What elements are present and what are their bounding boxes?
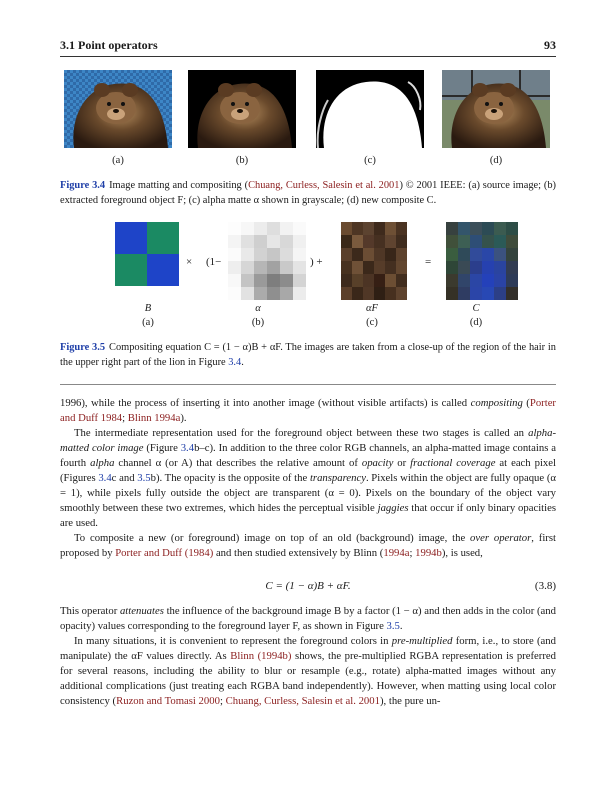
pixel-cell <box>241 274 254 287</box>
pixel-cell <box>254 261 267 274</box>
text-run: that occur if only binary opacities are used. <box>60 502 557 529</box>
pixel-cell <box>363 235 374 248</box>
caption-text: . <box>241 357 244 368</box>
figure-3-5-alpha-matte <box>228 222 306 300</box>
pixel-cell <box>341 235 352 248</box>
caption-text: Image matting and compositing ( <box>109 180 249 191</box>
pixel-cell <box>506 248 518 261</box>
text-run: the influence of the background image B by a factor (1 − α) and then adds in the color (and opacity) values corresponding to the foreground layer F, as shown in Figure <box>60 605 556 632</box>
pixel-cell <box>254 274 267 287</box>
emphasis-term: compositing <box>470 397 523 409</box>
pixel-cell <box>352 248 363 261</box>
paragraph <box>60 426 556 531</box>
text-run: form, i.e., to store (and manipulate) the αF values directly. As <box>60 635 556 662</box>
figure-3-5-label: Figure 3.5 <box>60 342 106 353</box>
pixel-cell <box>254 248 267 261</box>
pixel-cell <box>363 248 374 261</box>
text-run: ), is used, <box>441 547 483 559</box>
pixel-cell <box>374 274 385 287</box>
text-run: (Figure <box>143 442 181 454</box>
pixel-cell <box>374 261 385 274</box>
pixel-cell <box>506 274 518 287</box>
pixel-cell <box>280 235 293 248</box>
pixel-cell <box>115 254 147 286</box>
pixel-cell <box>374 222 385 235</box>
pixel-cell <box>341 287 352 300</box>
pixel-cell <box>482 274 494 287</box>
citation-link[interactable]: Porter and Duff (1984) <box>115 547 214 559</box>
pixel-cell <box>363 287 374 300</box>
citation-link[interactable]: 1994b <box>415 547 442 559</box>
pixel-cell <box>341 261 352 274</box>
text-run: ; <box>122 412 128 424</box>
caption-text: Compositing equation C = (1 − α)B + αF. The images are taken from a close-up of the region of the hair in the upper right part of the lion in Figure <box>60 342 556 368</box>
pixel-cell <box>385 261 396 274</box>
citation-link[interactable]: Blinn (1994b) <box>230 650 292 662</box>
pixel-cell <box>494 261 506 274</box>
figure-ref-link[interactable]: 3.4 <box>98 472 112 484</box>
emphasis-term: alpha <box>90 457 115 469</box>
pixel-cell <box>352 274 363 287</box>
pixel-cell <box>446 287 458 300</box>
equation-3-8 <box>60 580 556 596</box>
pixel-cell <box>385 287 396 300</box>
figure-ref-link[interactable]: 3.5 <box>386 620 400 632</box>
pixel-cell <box>228 261 241 274</box>
pixel-cell <box>396 222 407 235</box>
pixel-cell <box>352 222 363 235</box>
emphasis-term: over operator <box>470 532 532 544</box>
paragraph <box>60 531 556 561</box>
pixel-cell <box>115 222 147 254</box>
text-run: To composite a new (or foreground) image on top of an old (background) image, the <box>74 532 471 544</box>
pixel-cell <box>254 235 267 248</box>
figure-3-5-label-a: (a) <box>142 317 154 328</box>
pixel-cell <box>293 261 306 274</box>
pixel-cell <box>352 235 363 248</box>
pixel-cell <box>385 222 396 235</box>
figure-3-4-label-a: (a) <box>112 155 124 166</box>
text-run: ). <box>180 412 187 424</box>
figure-3-5-label-d: (d) <box>469 317 483 328</box>
text-run: at each pixel (Figures <box>60 457 556 484</box>
figure-3-5-label-b: (b) <box>251 317 265 328</box>
emphasis-term: opacity <box>361 457 394 469</box>
text-run: channel α (or A) that describes the relative amount of <box>114 457 362 469</box>
pixel-cell <box>446 222 458 235</box>
one-minus-operator: (1− <box>206 256 222 268</box>
pixel-cell <box>470 261 482 274</box>
pixel-cell <box>458 248 470 261</box>
pixel-cell <box>267 287 280 300</box>
pixel-cell <box>147 222 179 254</box>
pixel-cell <box>506 287 518 300</box>
pixel-cell <box>470 248 482 261</box>
pixel-cell <box>396 248 407 261</box>
pixel-cell <box>241 248 254 261</box>
figure-3-4-panel-a-source-image <box>64 70 172 148</box>
pixel-cell <box>267 222 280 235</box>
figure-3-4-panel-d-new-composite <box>442 70 550 148</box>
emphasis-term: pre-multiplied <box>391 635 453 647</box>
pixel-cell <box>482 248 494 261</box>
emphasis-term: transparency <box>309 472 366 484</box>
pixel-cell <box>494 235 506 248</box>
pixel-cell <box>267 274 280 287</box>
pixel-cell <box>385 235 396 248</box>
pixel-cell <box>241 222 254 235</box>
symbol-alpha: α <box>255 303 261 314</box>
pixel-cell <box>385 248 396 261</box>
pixel-cell <box>267 261 280 274</box>
pixel-cell <box>482 261 494 274</box>
text-run: , first proposed by <box>60 532 556 559</box>
pixel-cell <box>228 287 241 300</box>
pixel-cell <box>267 248 280 261</box>
pixel-cell <box>280 274 293 287</box>
emphasis-term: alpha-matted color image <box>60 427 556 454</box>
pixel-cell <box>470 222 482 235</box>
pixel-cell <box>363 274 374 287</box>
pixel-cell <box>494 222 506 235</box>
figure-3-4-caption <box>60 178 556 208</box>
caption-separator-rule <box>60 384 556 385</box>
pixel-cell <box>494 248 506 261</box>
citation-link[interactable]: Blinn 1994a <box>127 412 181 424</box>
pixel-cell <box>228 274 241 287</box>
pixel-cell <box>241 261 254 274</box>
pixel-cell <box>470 274 482 287</box>
text-run: ( <box>522 397 530 409</box>
pixel-cell <box>363 222 374 235</box>
text-run: b–c). In addition to the three color RGB channels, an alpha-matted image contains a fourth <box>60 442 556 469</box>
text-run: The intermediate representation used for the foreground object between these two stages is called an <box>74 427 529 439</box>
text-run: In many situations, it is convenient to represent the foreground colors in <box>74 635 392 647</box>
paragraph <box>60 396 556 426</box>
close-plus-operator: ) + <box>310 256 323 268</box>
figure-3-4-label-d: (d) <box>489 155 503 166</box>
pixel-cell <box>352 261 363 274</box>
pixel-cell <box>374 287 385 300</box>
text-run: shows, the pre-multiplied RGBA representation is preferred for several reasons, including the ability to blur or resample (e.g., rotate) alpha-matted images without any additional complications (just treating each RGBA band independently). However, when matting using local color consistency ( <box>60 650 556 707</box>
pixel-cell <box>374 235 385 248</box>
symbol-B: B <box>144 303 152 314</box>
pixel-cell <box>506 235 518 248</box>
pixel-cell <box>293 248 306 261</box>
citation-link[interactable]: Chuang, Curless, Salesin et al. 2001 <box>248 180 400 191</box>
pixel-cell <box>293 222 306 235</box>
pixel-cell <box>458 287 470 300</box>
pixel-cell <box>254 222 267 235</box>
pixel-cell <box>494 287 506 300</box>
pixel-cell <box>482 235 494 248</box>
pixel-cell <box>241 287 254 300</box>
emphasis-term: fractional coverage <box>410 457 496 469</box>
pixel-cell <box>341 274 352 287</box>
page-number: 93 <box>544 38 556 52</box>
pixel-cell <box>458 235 470 248</box>
pixel-cell <box>341 248 352 261</box>
text-run: ; <box>409 547 416 559</box>
pixel-cell <box>506 222 518 235</box>
pixel-cell <box>385 274 396 287</box>
pixel-cell <box>147 254 179 286</box>
caption-text: ) © 2001 IEEE: (a) source image; (b) extracted foreground object F; (c) alpha matte α shown in grayscale; (d) new composite C. <box>60 180 556 206</box>
pixel-cell <box>446 248 458 261</box>
pixel-cell <box>280 222 293 235</box>
pixel-cell <box>363 261 374 274</box>
pixel-cell <box>396 287 407 300</box>
pixel-cell <box>470 235 482 248</box>
figure-3-5-background-B <box>115 222 179 286</box>
pixel-cell <box>396 235 407 248</box>
figure-3-5-caption <box>60 340 556 370</box>
pixel-cell <box>293 274 306 287</box>
text-run: . <box>399 620 403 632</box>
emphasis-term: attenuates <box>119 605 164 617</box>
figure-ref-link[interactable]: 3.5 <box>137 472 151 484</box>
equation-number: (3.8) <box>534 580 556 592</box>
pixel-cell <box>506 261 518 274</box>
pixel-cell <box>228 248 241 261</box>
paragraph <box>60 634 556 709</box>
header-rule <box>60 56 556 57</box>
text-run: This operator <box>60 605 120 617</box>
body-text <box>60 396 556 561</box>
text-run: or <box>393 457 411 469</box>
pixel-cell <box>293 235 306 248</box>
citation-link[interactable]: 1994a <box>383 547 410 559</box>
pixel-cell <box>482 287 494 300</box>
figure-ref-link[interactable]: 3.4 <box>180 442 195 454</box>
text-run: b). The opacity is the opposite of the <box>150 472 310 484</box>
pixel-cell <box>228 235 241 248</box>
pixel-cell <box>374 248 385 261</box>
pixel-cell <box>352 287 363 300</box>
symbol-alpha-F: αF <box>366 303 378 314</box>
symbol-C: C <box>472 303 480 314</box>
figure-3-5-premultiplied-foreground <box>341 222 407 300</box>
emphasis-term: jaggies <box>377 502 409 514</box>
equals-operator: = <box>425 256 432 268</box>
pixel-cell <box>280 261 293 274</box>
figure-3-5-composite-C <box>446 222 518 300</box>
body-text-continued <box>60 604 556 709</box>
pixel-cell <box>446 274 458 287</box>
pixel-cell <box>280 248 293 261</box>
pixel-cell <box>470 287 482 300</box>
pixel-cell <box>446 261 458 274</box>
text-run: c and <box>111 472 138 484</box>
pixel-cell <box>280 287 293 300</box>
citation-link[interactable]: Ruzon and Tomasi 2000 <box>116 695 220 707</box>
equation: C = (1 − α)B + αF. <box>265 580 351 592</box>
pixel-cell <box>241 235 254 248</box>
running-header-section: 3.1 Point operators <box>60 38 158 52</box>
pixel-cell <box>228 222 241 235</box>
figure-3-4-panel-c-alpha-matte <box>316 70 424 148</box>
figure-3-4-label-c: (c) <box>364 155 376 166</box>
text-run: 1996), while the process of inserting it into another image (without visible artifacts) is called <box>60 397 471 409</box>
figure-3-4-label: Figure 3.4 <box>60 180 106 191</box>
citation-link[interactable]: Chuang, Curless, Salesin et al. 2001 <box>225 695 380 707</box>
figure-3-4-label-b: (b) <box>235 155 249 166</box>
pixel-cell <box>458 261 470 274</box>
pixel-cell <box>254 287 267 300</box>
text-run: and then studied extensively by Blinn ( <box>213 547 384 559</box>
pixel-cell <box>446 235 458 248</box>
text-run: . Pixels within the object are fully opaque (α = 1), while pixels fully outside the object are transparent (α = 0). Pixels on the boundary of the object vary smoothly between these two extremes, which hides the perceptual visible <box>60 472 556 514</box>
pixel-cell <box>396 274 407 287</box>
citation-link[interactable]: Porter and Duff 1984 <box>60 397 556 424</box>
pixel-cell <box>458 222 470 235</box>
text-run: ), the pure un- <box>379 695 441 707</box>
figure-ref-link[interactable]: 3.4 <box>228 357 242 368</box>
pixel-cell <box>267 235 280 248</box>
text-run: ; <box>219 695 226 707</box>
pixel-cell <box>293 287 306 300</box>
pixel-cell <box>494 274 506 287</box>
times-operator: × <box>186 256 193 268</box>
pixel-cell <box>482 222 494 235</box>
pixel-cell <box>458 274 470 287</box>
pixel-cell <box>396 261 407 274</box>
pixel-cell <box>341 222 352 235</box>
paragraph <box>60 604 556 634</box>
figure-3-5-label-c: (c) <box>366 317 378 328</box>
figure-3-4-panel-b-foreground-object <box>188 70 296 148</box>
